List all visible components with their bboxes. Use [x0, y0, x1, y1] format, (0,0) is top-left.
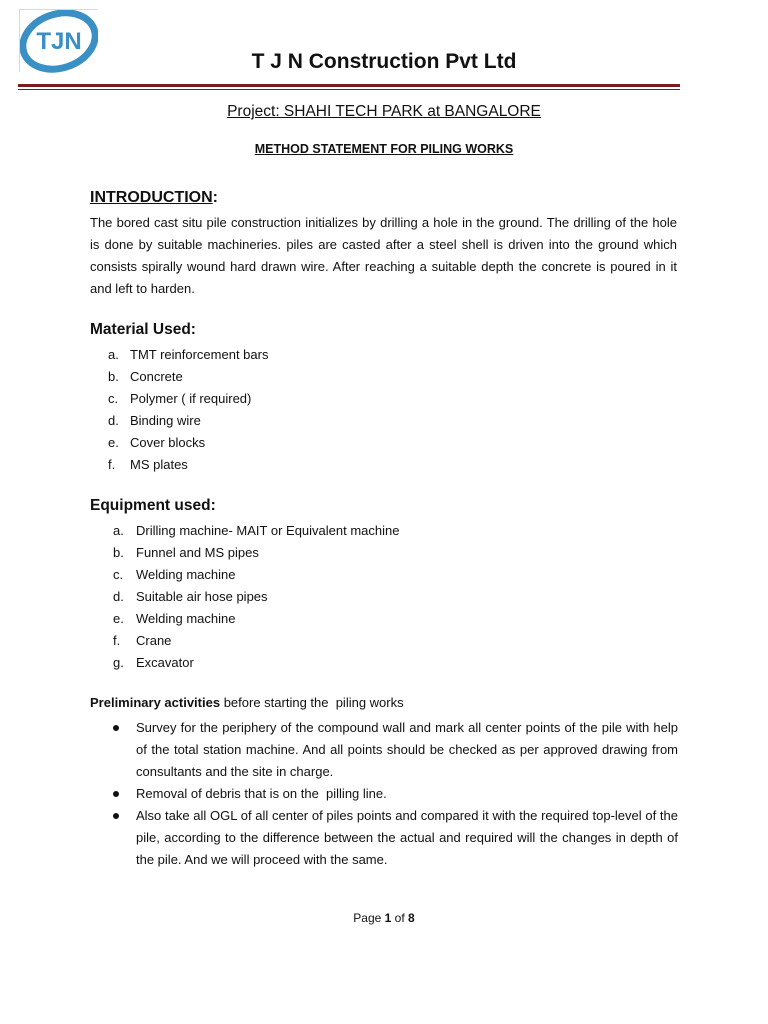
list-item-text: Polymer ( if required) — [130, 391, 252, 406]
list-item — [108, 432, 508, 454]
list-item — [113, 630, 513, 652]
list-marker: a. — [113, 523, 124, 538]
list-item-text: Cover blocks — [130, 435, 206, 450]
company-name-text: T J N Construction Pvt Ltd — [251, 50, 517, 73]
list-item-text: Excavator — [136, 655, 194, 670]
list-item — [108, 344, 508, 366]
logo-text: TJN — [36, 28, 82, 55]
introduction-heading-colon: : — [212, 189, 218, 206]
page-current: 1 — [384, 911, 392, 925]
list-marker: a. — [108, 347, 119, 362]
list-item-text: Crane — [136, 633, 172, 648]
list-item — [113, 652, 513, 674]
preliminary-bullets — [113, 717, 678, 871]
materials-heading: Material Used: — [90, 321, 196, 338]
list-item — [108, 366, 508, 388]
list-item-text: MS plates — [130, 457, 188, 472]
preliminary-heading-bold: Preliminary activities — [90, 695, 221, 710]
list-item-text: Funnel and MS pipes — [136, 545, 259, 560]
list-item — [113, 564, 513, 586]
list-item-text: Suitable air hose pipes — [136, 589, 268, 604]
list-item-text: Welding machine — [136, 567, 236, 582]
list-item — [113, 520, 513, 542]
company-name — [0, 50, 768, 74]
list-marker: c. — [108, 391, 119, 406]
introduction-paragraph: The bored cast situ pile construction initializes by drilling a hole in the ground. The drilling of the hole is done by suitable machineries. piles are casted after a steel shell is driven into the ground which consists spirally wound hard drawn wire. After reaching a suitable depth the concrete is poured in it and left to harden. — [90, 215, 677, 296]
list-item — [108, 454, 508, 476]
equipment-heading: Equipment used: — [90, 497, 216, 514]
list-item — [113, 805, 678, 871]
list-item-text: Welding machine — [136, 611, 236, 626]
page-prefix: Page — [353, 911, 385, 925]
introduction-heading-text: INTRODUCTION — [90, 189, 213, 206]
list-marker: g. — [113, 655, 124, 670]
page-of: of — [391, 911, 409, 925]
bullet-text: Removal of debris that is on the pilling line. — [136, 786, 387, 801]
introduction-heading — [90, 189, 218, 207]
list-marker: b. — [108, 369, 119, 384]
list-marker: d. — [108, 413, 119, 428]
materials-list — [108, 344, 508, 476]
list-marker: f. — [108, 457, 116, 472]
equipment-list — [113, 520, 513, 674]
bullet-icon — [113, 791, 119, 797]
list-item — [113, 783, 678, 805]
project-line: Project: SHAHI TECH PARK at BANGALORE — [227, 103, 541, 120]
list-item-text: Drilling machine- MAIT or Equivalent machine — [136, 523, 400, 538]
bullet-text: Also take all OGL of all center of piles points and compared it with the required top-level of the pile, according to the difference between the actual and required will the changes in depth of the pile. And we will proceed with the same. — [136, 808, 678, 867]
list-marker: e. — [113, 611, 124, 626]
bullet-icon — [113, 725, 119, 731]
list-marker: b. — [113, 545, 124, 560]
list-marker: f. — [113, 633, 121, 648]
method-title: METHOD STATEMENT FOR PILING WORKS — [254, 142, 514, 156]
page-number — [0, 911, 768, 925]
list-item — [113, 586, 513, 608]
bullet-text: Survey for the periphery of the compound wall and mark all center points of the pile with help of the total station machine. And all points should be checked as per approved drawing from consultants and the site in charge. — [136, 720, 678, 779]
list-marker: d. — [113, 589, 124, 604]
page-total: 8 — [408, 911, 415, 925]
list-item-text: Concrete — [130, 369, 183, 384]
bullet-icon — [113, 813, 119, 819]
list-item — [113, 717, 678, 783]
list-item — [108, 410, 508, 432]
list-item — [108, 388, 508, 410]
header-rule-thick — [18, 84, 680, 87]
list-marker: e. — [108, 435, 119, 450]
list-item — [113, 542, 513, 564]
preliminary-heading-rest: before starting the piling works — [220, 695, 404, 710]
list-item-text: TMT reinforcement bars — [130, 347, 269, 362]
preliminary-heading — [90, 695, 404, 710]
list-item — [113, 608, 513, 630]
list-marker: c. — [113, 567, 124, 582]
header-rule-thin — [18, 89, 680, 90]
list-item-text: Binding wire — [130, 413, 201, 428]
